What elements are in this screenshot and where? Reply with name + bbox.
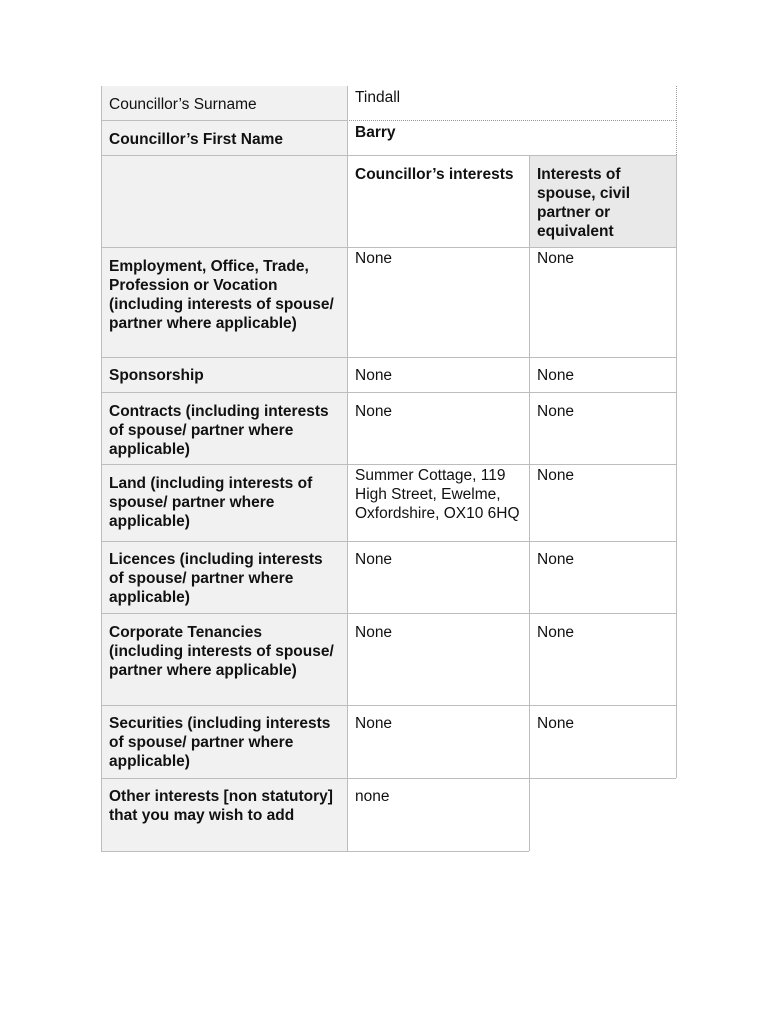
row-label-other-interests: Other interests [non statutory] that you may wish to add [101,778,347,851]
grid-line [101,541,676,542]
grid-line [676,155,677,778]
row-spouse-employment: None [537,250,575,267]
row-spouse-sponsorship: None [537,367,575,384]
grid-line [101,357,676,358]
surname-value: Tindall [355,89,401,106]
grid-line [101,851,529,852]
row-spouse-securities: None [537,715,575,732]
grid-line [101,86,102,851]
row-councillor-contracts: None [355,403,393,420]
grid-line [676,86,677,155]
grid-line [347,120,676,121]
row-label-contracts: Contracts (including interests of spouse/ partner where applicable) [101,392,347,464]
header-blank-cell [101,155,347,247]
row-councillor-employment: None [355,250,393,267]
row-councillor-corporate-tenancies: None [355,624,393,641]
row-label-licences: Licences (including interests of spouse/ partner where applicable) [101,541,347,613]
grid-line [101,247,676,248]
grid-line [101,464,676,465]
row-label-sponsorship: Sponsorship [101,357,347,392]
row-councillor-licences: None [355,551,393,568]
grid-line [101,778,676,779]
surname-label: Councillor’s Surname [101,86,347,120]
grid-line [101,613,676,614]
first-name-value: Barry [355,124,396,141]
grid-line [347,86,348,851]
row-councillor-other-interests: none [355,788,390,805]
row-spouse-contracts: None [537,403,575,420]
row-label-securities: Securities (including interests of spouse/ partner where applicable) [101,705,347,778]
grid-line [101,155,676,156]
row-label-land: Land (including interests of spouse/ partner where applicable) [101,464,347,541]
row-spouse-licences: None [537,551,575,568]
column-header-spouse: Interests of spouse, civil partner or equivalent [529,155,676,247]
row-label-corporate-tenancies: Corporate Tenancies (including interests of spouse/ partner where applicable) [101,613,347,705]
row-spouse-land: None [537,467,575,484]
grid-line [101,392,676,393]
grid-line [101,705,676,706]
row-councillor-securities: None [355,715,393,732]
row-label-employment: Employment, Office, Trade, Profession or Vocation (including interests of spouse/ partner where applicable) [101,247,347,357]
grid-line [101,120,347,121]
first-name-label: Councillor’s First Name [101,121,347,155]
column-header-councillor: Councillor’s interests [355,166,514,183]
row-councillor-land: Summer Cottage, 119 High Street, Ewelme, Oxfordshire, OX10 6HQ [355,467,520,522]
row-spouse-corporate-tenancies: None [537,624,575,641]
row-councillor-sponsorship: None [355,367,393,384]
grid-line [529,155,530,851]
